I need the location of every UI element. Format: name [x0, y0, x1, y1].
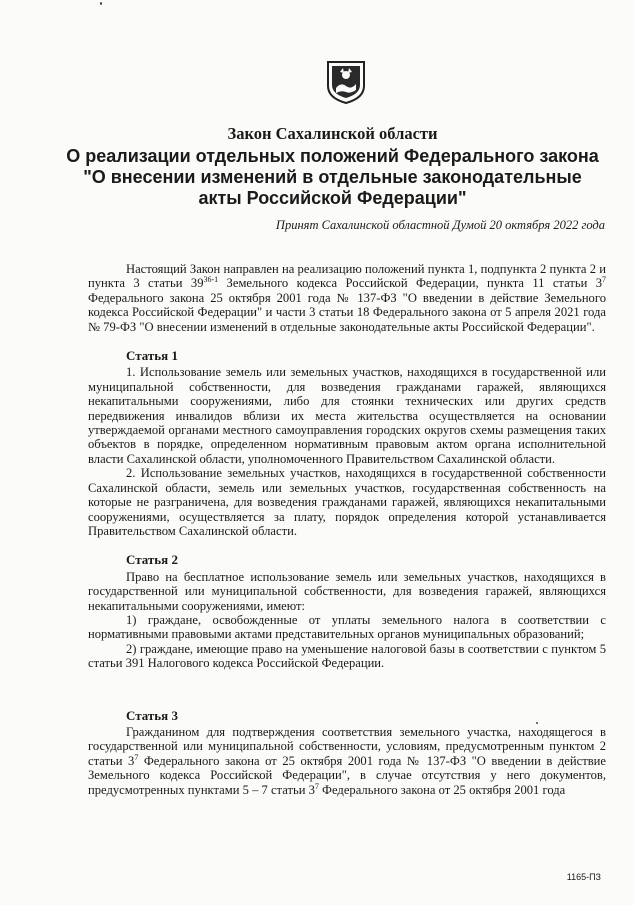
document-code: 1165-ПЗ: [566, 872, 601, 882]
title-block: [60, 124, 605, 209]
article-1-paragraph-2: 2. Использование земельных участков, находящихся в государственной собственности Сахалинской области, земель или земельных участков, государственная собственность на которые не разграничена, для возведения гражданами гаражей, являющихся некапитальными сооружениями, осуществляется за плату, порядок определения которой устанавливается Правительством Сахалинской области.: [88, 466, 606, 538]
sakhalin-coat-of-arms-icon: [326, 60, 366, 104]
article-2-item-1: 1) граждане, освобожденные от уплаты земельного налога в соответствии с нормативными правовыми актами представительных органов муниципальных образований;: [88, 612, 606, 642]
article-2-intro: Право на бесплатное использование земель или земельных участков, находящихся в государственной или муниципальной собственности, для возведения гаражей, являющихся некапитальными сооружениями, имеют:: [88, 569, 606, 613]
article-2-item-2: 2) граждане, имеющие право на уменьшение налоговой базы в соответствии с пунктом 5 статьи 391 Налогового кодекса Российской Федерации.: [88, 641, 606, 671]
superscript: 36-1: [203, 275, 219, 285]
law-title: Закон Сахалинской области: [227, 124, 438, 143]
article-2-title: Статья 2: [126, 552, 178, 568]
adoption-note: Принят Сахалинской областной Думой 20 октября 2022 года: [275, 218, 605, 232]
article-3-title: Статья 3: [126, 707, 178, 723]
article-3-paragraph: Гражданином для подтверждения соответствия земельного участка, находящегося в государственной или муниципальной собственности, условиям, предусмотренным пунктом 2 статьи $3^7$ Федерального закона от 25 октября 2001 года № 137-ФЗ "О введении в действие Земельного кодекса Российской Федерации", в случае отсутствия у него документов, предусмотренных пунктами 5 – 7 статьи $3^7$ Федерального закона от 25 октября 2001 года: [88, 724, 606, 797]
article-1-paragraph-1: 1. Использование земель или земельных участков, находящихся в государственной или муниципальной собственности, для возведения гражданами гаражей, являющихся некапитальными сооружениями, либо для стоянки технических или других средств передвижения инвалидов вблизи их места жительства осуществляется на основании утверждаемой органами местного самоуправления городских округов схемы размещения таких объектов в порядке, определенном нормативным правовым актом органа исполнительной власти Сахалинской области, уполномоченного Правительством Сахалинской области.: [88, 365, 606, 466]
law-body: [88, 262, 606, 797]
superscript: 7: [602, 275, 606, 285]
law-subtitle: О реализации отдельных положений Федерального закона "О внесении изменений в отдельные законодательные акты Российской Федерации": [66, 146, 599, 208]
scan-speck: [536, 722, 538, 724]
preamble-paragraph: Настоящий Закон направлен на реализацию положений пункта 1, подпункта 2 пункта 2 и пункта 3 статьи 39$^{36-1}$ Земельного кодекса Российской Федерации, пункта 11 статьи $3^7$ Федерального закона 25 октября 2001 года № 137-ФЗ "О введении в действие Земельного кодекса Российской Федерации" и части 3 статьи 18 Федерального закона от 5 апреля 2021 года № 79-ФЗ "О внесении изменений в отдельные законодательные акты Российской Федерации".: [88, 262, 606, 334]
superscript: 7: [134, 752, 139, 762]
article-1-title: Статья 1: [126, 348, 178, 364]
scan-speck: [100, 2, 102, 5]
superscript: 7: [314, 781, 319, 791]
